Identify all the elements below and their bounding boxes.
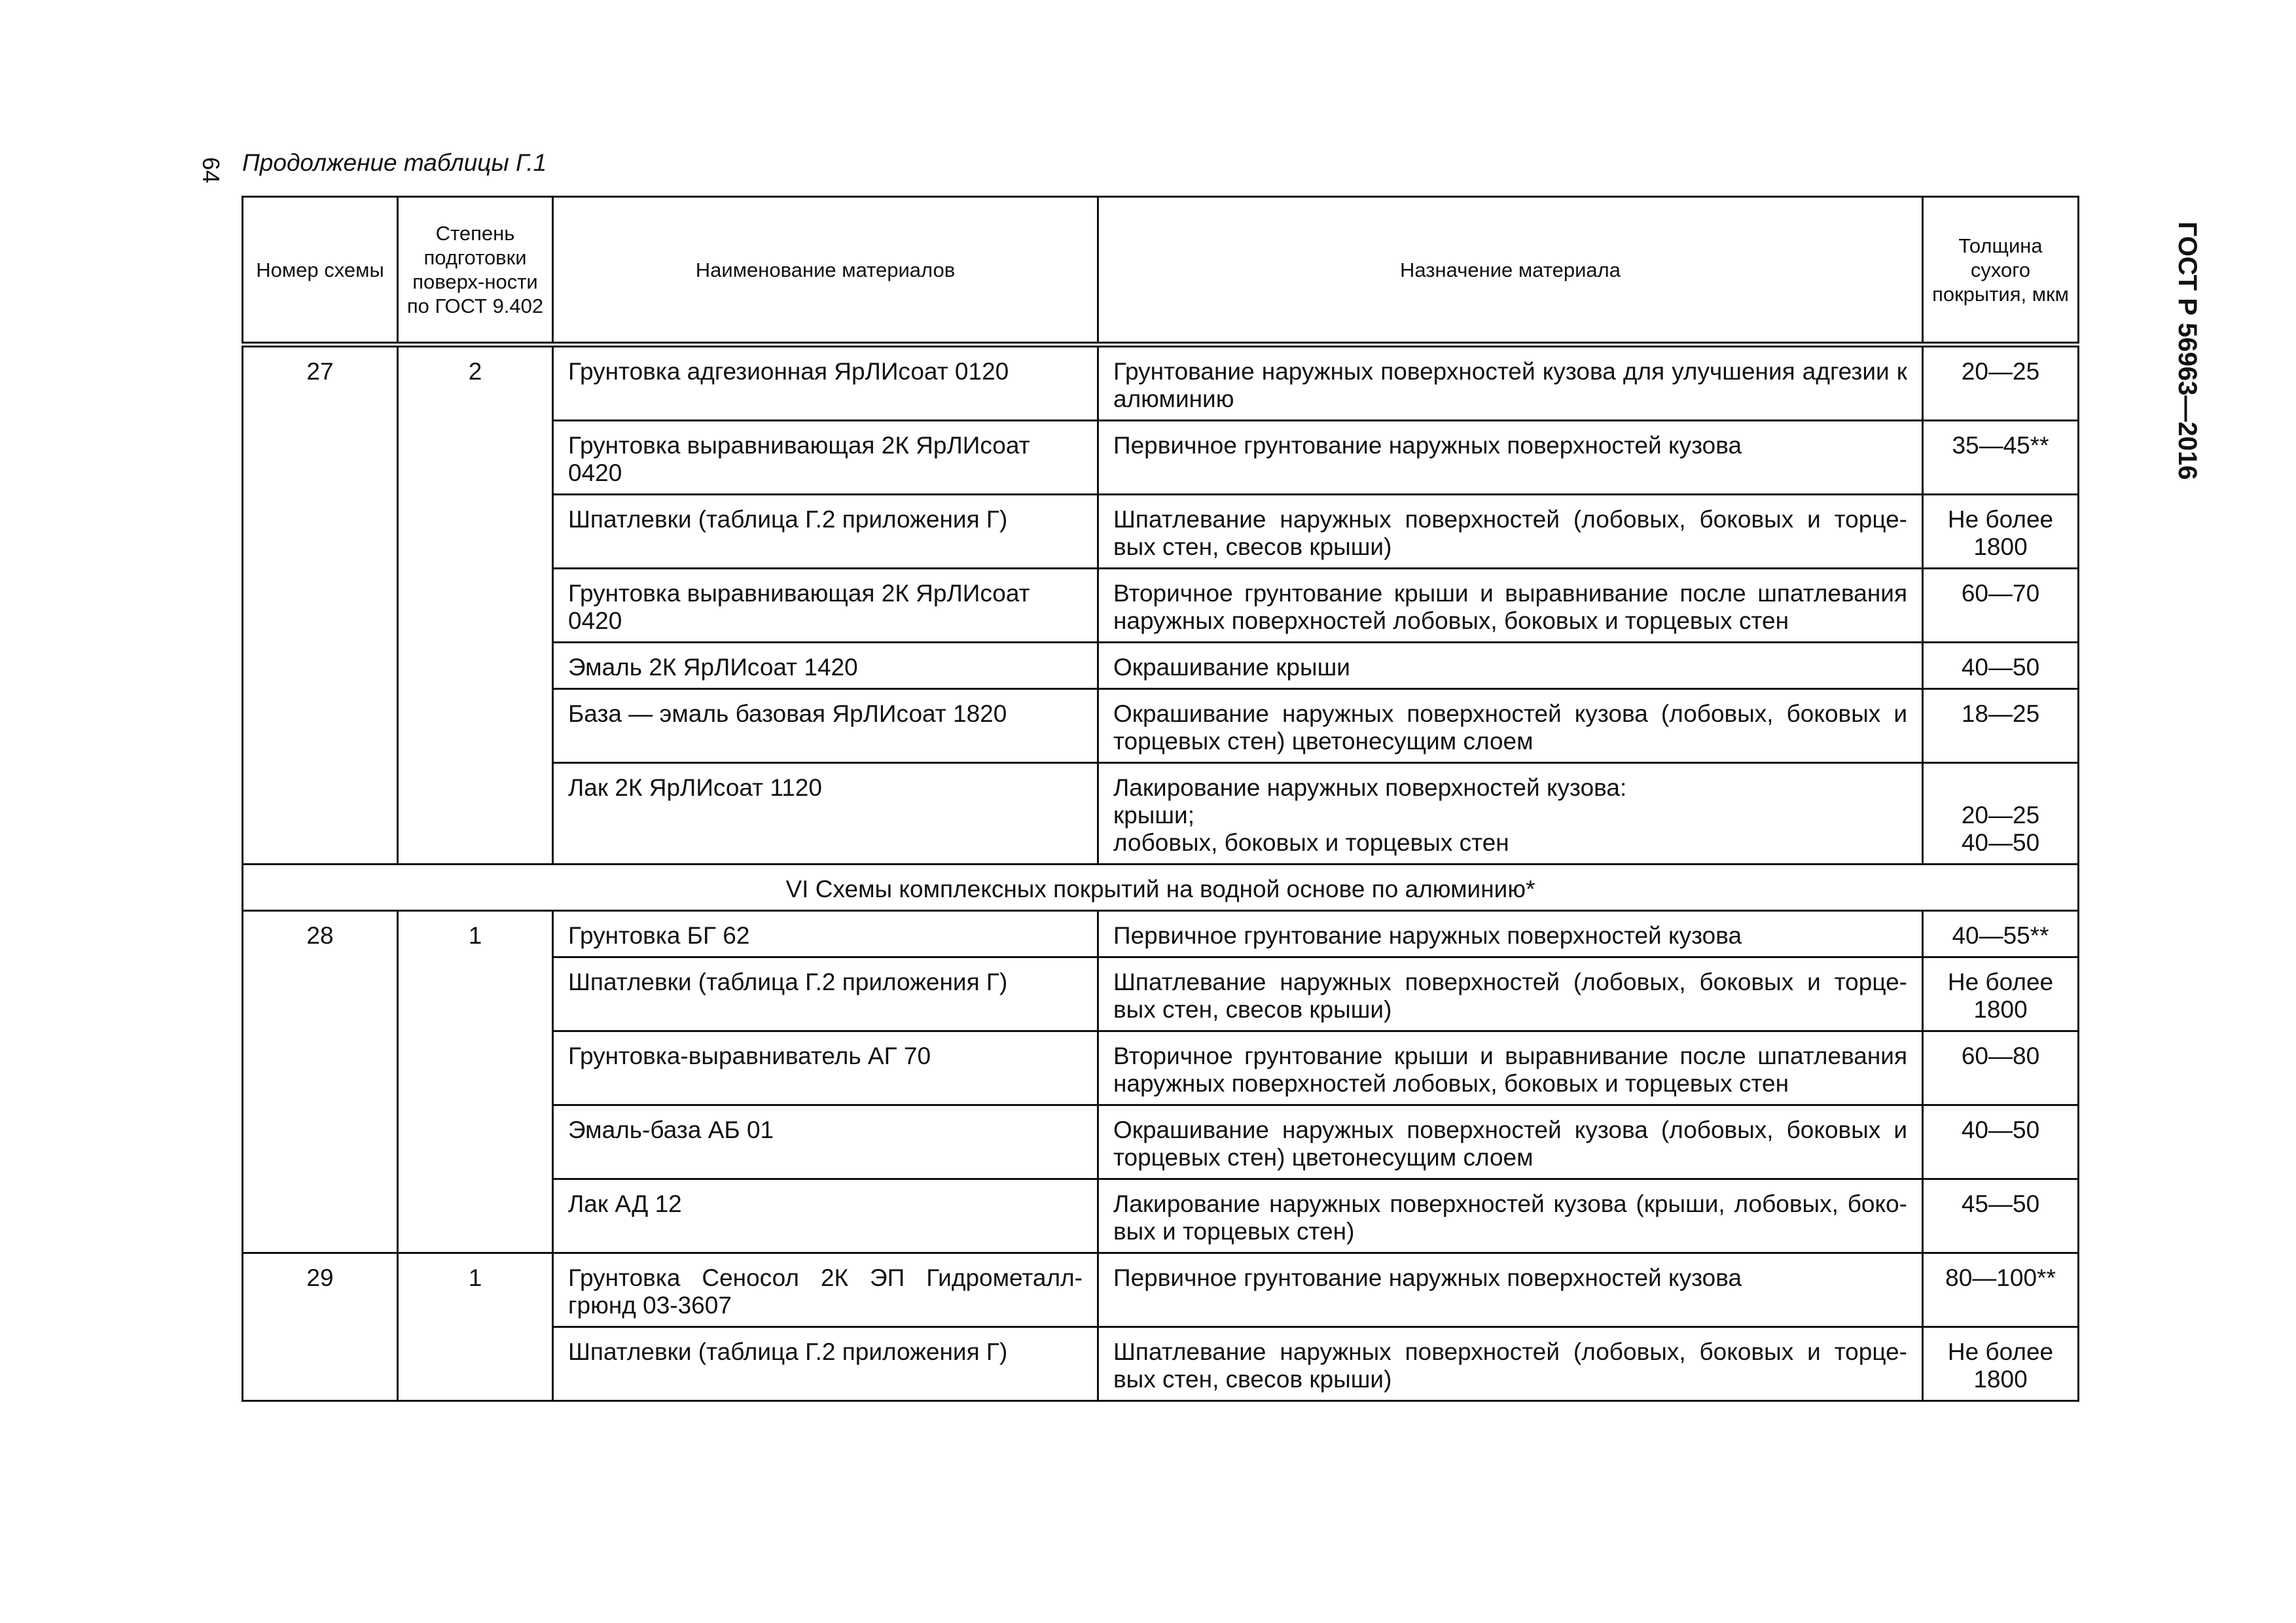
material-name-cell: Лак АД 12 [553,1179,1098,1253]
thickness-cell: 20—25 [1923,345,2079,421]
material-name-cell: Шпатлевки (таблица Г.2 приложения Г) [553,495,1098,569]
material-name-cell: Шпатлевки (таблица Г.2 приложения Г) [553,1327,1098,1401]
material-name-cell: Грунтовка БГ 62 [553,911,1098,957]
header-material-name: Наименование материалов [553,197,1098,345]
scheme-number-cell: 27 [243,345,398,865]
material-name-cell: Грунтовка-выравниватель АГ 70 [553,1031,1098,1105]
material-purpose-cell: Шпатлевание наружных поверхностей (лобовых, боковых и торце-вых стен, свесов крыши) [1098,495,1923,569]
table-header-row [243,197,2079,345]
page-number: 64 [198,156,224,184]
prep-degree-cell: 2 [398,345,553,865]
material-purpose-cell: Вторичное грунтование крыши и выравнивание после шпатлевания наружных поверхностей лобовых, боковых и торцевых стен [1098,569,1923,643]
thickness-cell: 60—70 [1923,569,2079,643]
table-row [243,911,2079,957]
material-purpose-cell: Вторичное грунтование крыши и выравнивание после шпатлевания наружных поверхностей лобовых, боковых и торцевых стен [1098,1031,1923,1105]
header-scheme-number: Номер схемы [243,197,398,345]
thickness-cell: Не более 1800 [1923,957,2079,1031]
header-prep-degree: Степень подготовки поверх-ности по ГОСТ 9.402 [398,197,553,345]
material-purpose-cell: Окрашивание крыши [1098,643,1923,689]
thickness-cell: 40—55** [1923,911,2079,957]
table-continuation-title: Продолжение таблицы Г.1 [242,149,547,176]
material-purpose-cell: Грунтование наружных поверхностей кузова для улучшения адгезии к алюминию [1098,345,1923,421]
thickness-cell: 35—45** [1923,421,2079,495]
thickness-cell: Не более 1800 [1923,495,2079,569]
thickness-cell: 45—50 [1923,1179,2079,1253]
prep-degree-cell: 1 [398,911,553,1253]
material-purpose-cell: Первичное грунтование наружных поверхностей кузова [1098,911,1923,957]
section-row [243,865,2079,911]
prep-degree-cell: 1 [398,1253,553,1401]
material-purpose-cell: Лакирование наружных поверхностей кузова (крыши, лобовых, боко-вых и торцевых стен) [1098,1179,1923,1253]
material-name-cell: Лак 2К ЯрЛИсоат 1120 [553,763,1098,865]
thickness-cell: 60—80 [1923,1031,2079,1105]
material-name-cell: Грунтовка выравнивающая 2К ЯрЛИсоат 0420 [553,421,1098,495]
thickness-cell: 80—100** [1923,1253,2079,1327]
material-name-cell: Эмаль-база АБ 01 [553,1105,1098,1179]
material-purpose-cell: Шпатлевание наружных поверхностей (лобовых, боковых и торце-вых стен, свесов крыши) [1098,957,1923,1031]
thickness-cell: 40—50 [1923,1105,2079,1179]
scheme-number-cell: 29 [243,1253,398,1401]
material-purpose-cell: Лакирование наружных поверхностей кузова: крыши; лобовых, боковых и торцевых стен [1098,763,1923,865]
standard-id: ГОСТ Р 56963—2016 [2173,221,2202,480]
thickness-cell: 40—50 [1923,643,2079,689]
material-purpose-cell: Окрашивание наружных поверхностей кузова (лобовых, боковых и торцевых стен) цветонесущим слоем [1098,689,1923,763]
scheme-number-cell: 28 [243,911,398,1253]
material-name-cell: Грунтовка выравнивающая 2К ЯрЛИсоат 0420 [553,569,1098,643]
material-name-cell: Грунтовка адгезионная ЯрЛИсоат 0120 [553,345,1098,421]
material-name-cell: Шпатлевки (таблица Г.2 приложения Г) [553,957,1098,1031]
section-title: VI Схемы комплексных покрытий на водной основе по алюминию* [243,865,2079,911]
material-purpose-cell: Окрашивание наружных поверхностей кузова (лобовых, боковых и торцевых стен) цветонесущим слоем [1098,1105,1923,1179]
coating-schemes-table [242,196,2079,1402]
thickness-cell: 18—25 [1923,689,2079,763]
material-name-cell: Эмаль 2К ЯрЛИсоат 1420 [553,643,1098,689]
header-thickness: Толщина сухого покрытия, мкм [1923,197,2079,345]
material-purpose-cell: Первичное грунтование наружных поверхностей кузова [1098,421,1923,495]
material-purpose-cell: Первичное грунтование наружных поверхностей кузова [1098,1253,1923,1327]
table-row [243,345,2079,421]
thickness-cell: Не более 1800 [1923,1327,2079,1401]
material-purpose-cell: Шпатлевание наружных поверхностей (лобовых, боковых и торце-вых стен, свесов крыши) [1098,1327,1923,1401]
material-name-cell: Грунтовка Сеносол 2К ЭП Гидрометалл-грюнд 03-3607 [553,1253,1098,1327]
table-row [243,1253,2079,1327]
material-name-cell: База — эмаль базовая ЯрЛИсоат 1820 [553,689,1098,763]
header-material-purpose: Назначение материала [1098,197,1923,345]
thickness-cell: 20—25 40—50 [1923,763,2079,865]
